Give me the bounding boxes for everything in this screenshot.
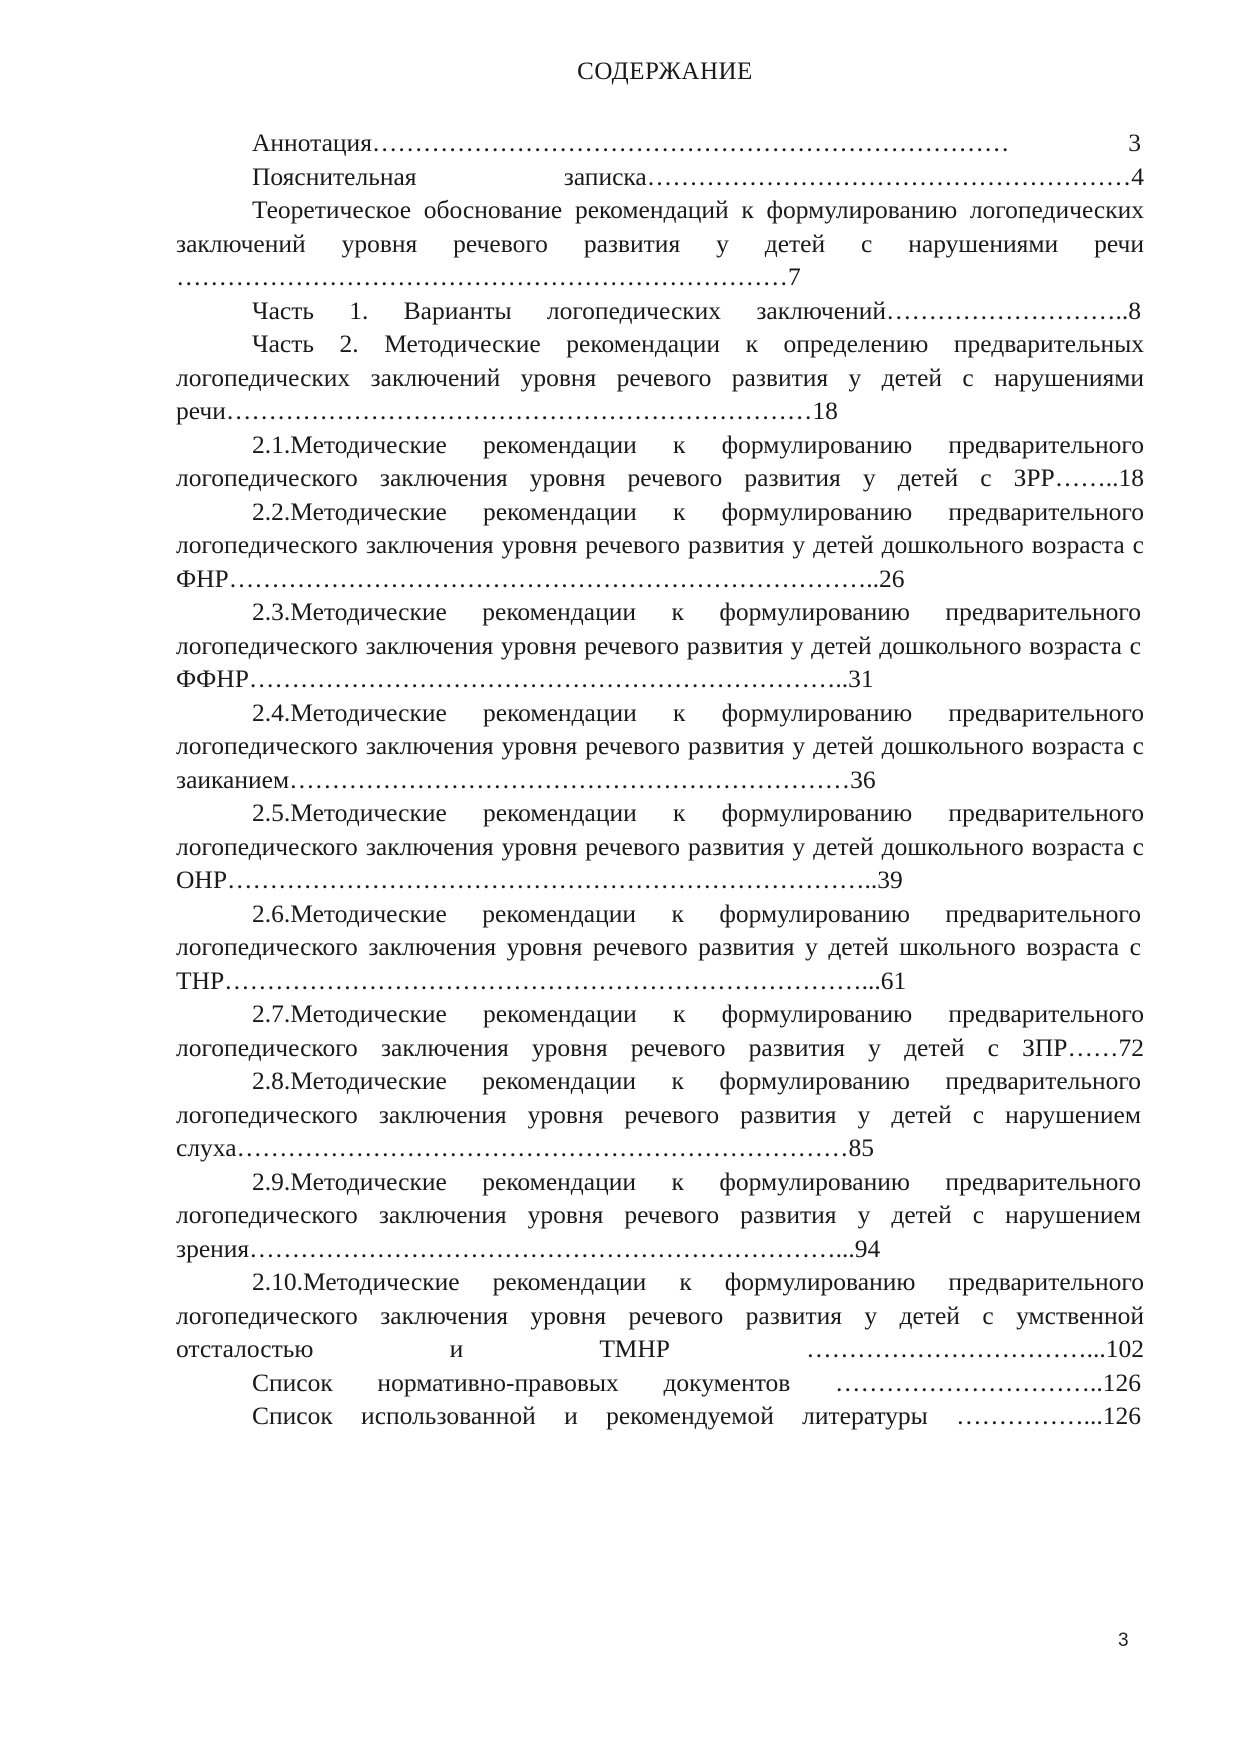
toc-entry-annotation: Аннотация………………………………………………………………… 3 <box>252 128 1141 157</box>
toc-entry-2-2: 2.2.Методические рекомендации к формулированию предварительного логопедического заключения уровня речевого развития у детей дошкольного возраста с ФНР…………………………………………………………………..26 <box>176 496 1144 593</box>
toc-entry-2-10: 2.10.Методические рекомендации к формулированию предварительного логопедического заключения уровня речевого развития у детей с умственной отсталостью и ТМНР ……………………………...102 <box>176 1267 1144 1363</box>
table-of-contents <box>176 126 1144 1433</box>
toc-entry-2-1: 2.1.Методические рекомендации к формулированию предварительного логопедического заключения уровня речевого развития у детей с ЗРР……..18 <box>176 429 1144 492</box>
toc-entry-part-2: Часть 2. Методические рекомендации к определению предварительных логопедических заключений уровня речевого развития у детей с нарушениями речи……………………………………………………………18 <box>176 329 1144 425</box>
toc-entry-2-4: 2.4.Методические рекомендации к формулированию предварительного логопедического заключения уровня речевого развития у детей дошкольного возраста с заиканием…………………………………………………………36 <box>176 697 1144 794</box>
page-number: 3 <box>1118 1630 1129 1651</box>
toc-entry-2-6: 2.6.Методические рекомендации к формулированию предварительного логопедического заключения уровня речевого развития у детей школьного возраста с ТНР…………………………………………………………………...61 <box>176 898 1141 995</box>
toc-entry-part-1: Часть 1. Варианты логопедических заключений………………………..8 <box>252 295 1141 325</box>
toc-entry-2-7: 2.7.Методические рекомендации к формулированию предварительного логопедического заключения уровня речевого развития у детей с ЗПР……72 <box>176 999 1144 1062</box>
toc-entry-legal-documents: Список нормативно-правовых документов …………………………..126 <box>252 1367 1141 1397</box>
toc-entry-2-3: 2.3.Методические рекомендации к формулированию предварительного логопедического заключения уровня речевого развития у детей дошкольного возраста с ФФНР……………………………………………………………..31 <box>176 597 1141 693</box>
page-title: СОДЕРЖАНИЕ <box>577 58 753 85</box>
toc-entry-literature: Список использованной и рекомендуемой литературы ……………...126 <box>252 1401 1141 1430</box>
toc-entry-2-8: 2.8.Методические рекомендации к формулированию предварительного логопедического заключения уровня речевого развития у детей с нарушением слуха………………………………………………………………85 <box>176 1066 1141 1162</box>
toc-entry-explanatory-note: Пояснительная записка…………………………………………………4 <box>252 161 1144 191</box>
toc-entry-theoretical-basis: Теоретическое обоснование рекомендаций к формулированию логопедических заключений уровня речевого развития у детей с нарушениями речи ………………………………………………………………7 <box>176 195 1144 291</box>
toc-entry-2-9: 2.9.Методические рекомендации к формулированию предварительного логопедического заключения уровня речевого развития у детей с нарушением зрения……………………………………………………………...94 <box>176 1166 1141 1263</box>
toc-entry-2-5: 2.5.Методические рекомендации к формулированию предварительного логопедического заключения уровня речевого развития у детей дошкольного возраста с ОНР…………………………………………………………………..39 <box>176 798 1144 894</box>
